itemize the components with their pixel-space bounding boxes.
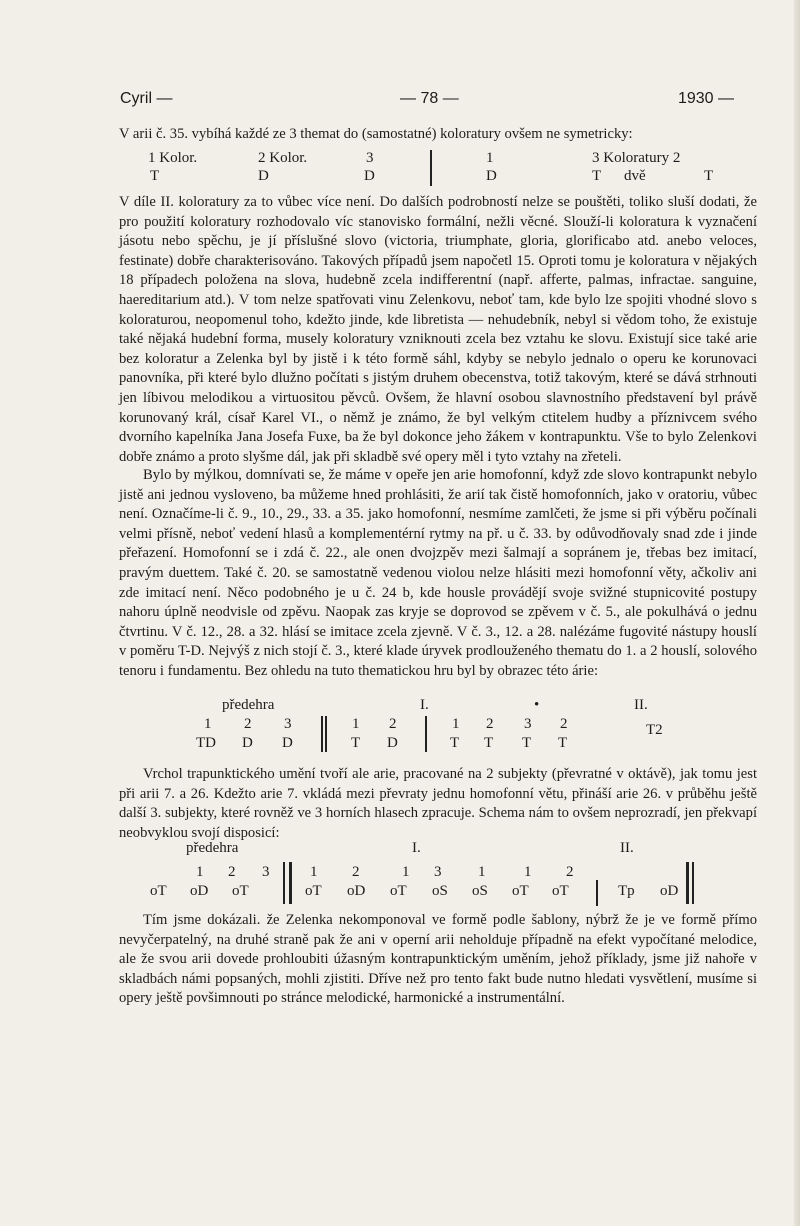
schema3-num: 1 bbox=[196, 864, 204, 880]
schema2-dot: • bbox=[534, 697, 540, 713]
page-edge bbox=[794, 0, 800, 1226]
schema1-koloratury: 3 Koloratury 2 bbox=[592, 150, 681, 166]
schema2-num: 2 bbox=[486, 716, 494, 732]
schema2-letter: T bbox=[484, 735, 494, 751]
schema3-num: 3 bbox=[434, 864, 442, 880]
schema2-num: 1 bbox=[352, 716, 360, 732]
schema3-num: 3 bbox=[262, 864, 270, 880]
schema2-num: 3 bbox=[524, 716, 532, 732]
paragraph-4 bbox=[119, 911, 757, 1009]
schema3-letter: oD bbox=[347, 883, 366, 899]
schema3-letter: oT bbox=[305, 883, 322, 899]
paragraph-2-text: Bylo by mýlkou, domnívati se, že máme v opeře jen arie homofonní, když zde slovo kontrapunkt nebylo jistě ani jednou vysloveno, ba můžeme hned prohlásiti, že arií tak čistě homofonních, jako v oratoriu, vůbec není. Označíme-li č. 9., 10., 29., 33. a 35. jako homofonní, nesmíme zamlčeti, že jsme si při výběru počínali velmi přísně, neboť vedení hlasů a komplementérní rytmy na př. u č. 33. by odůvodňovaly snad zde i jinde přeřazení. Homofonní se i zdá č. 22., ale onen dvojzpěv mezi šalmají a sopránem je, třebas bez imitací, pravým duettem. Také č. 20. se samostatně vedenou violou nelze hlásiti mezi homofonní věty, ačkoliv ani zde imitací není. Něco podobného je u č. 24 b, kde housle provádějí svoje svižné stupnicovité postupy nahoru úplně neodvisle od zpěvu. Naopak zas kryje se doprovod se zpěvem v č. 5., ale pokulhává o jednu čtvrtinu. V č. 12., 28. a 32. hlásí se imitace zcela zjevně. V č. 3., 12. a 28. nalézáme fugovité nástupy houslí v poměru T-D. Nejvýš z nich stojí č. 3., které klade úryvek prodlouženého thematu do 1. a 2 houslí, solového tenoru i fundamentu. Bez ohledu na tuto thematickou hru byl by obrazec této árie: bbox=[119, 467, 757, 679]
schema3-end-bar-a bbox=[686, 862, 689, 904]
intro-line bbox=[119, 125, 757, 145]
schema3-num: 1 bbox=[478, 864, 486, 880]
schema3-letter: oS bbox=[472, 883, 488, 899]
header-year: 1930 — bbox=[677, 90, 734, 107]
schema2-letter: T bbox=[558, 735, 568, 751]
schema2-num: 3 bbox=[284, 716, 292, 732]
paragraph-2 bbox=[119, 466, 757, 682]
schema3-letter: oT bbox=[232, 883, 249, 899]
schema2-letter: D bbox=[242, 735, 253, 751]
schema2-num: 1 bbox=[452, 716, 460, 732]
schema3-letter: oD bbox=[660, 883, 679, 899]
paragraph-1-text: V díle II. koloratury za to vůbec více není. Do dalších podrobností nelze se pouštěti, toliko sluší dodati, že pro použití koloratury rozhodovalo víc stanovisko formální, nežli věcné. Slouží-li koloratura k vyznačení jásotu nebo spěchu, je jí příslušné slovo (victoria, triumphate, gloria, glorificabo atd. anebo veloces, festinate) dobře charakterisováno. Takových případů jsem napočetl 15. Oproti tomu je koloratura v nějakých 18 případech položena na slova, hudebně zcela indifferentní (např. afferte, palmas, infractae. sanguine, haereditarium atd.). V tom nelze spatřovati vinu Zelenkovu, neboť tam, kde bylo lze spojiti vhodné slovo s koloraturou, neopomenul toho, kdežto jinde, kde libretista — nehudebník, nebyl si vědom toho, že existuje také nějaká hudební forma, musely koloratury vzniknouti zcela bez vztahu ke slovu. Existují sice také arie bez koloratur a Zelenka byl by jistě i k této formě sáhl, kdyby se nebylo jednalo o operu ke korunovaci panovníka, při které bylo dlužno počítati s jistým druhem obecenstva, totiž takovým, které se dává strhnouti jen líbivou melodikou a virtuositou pěvců. Ovšem, že hlavní osobou slavnostního představení byl právě korunovaný král, císař Karel VI., o němž je známo, že byl velkým ctitelem hudby a příznivcem svého dvorního kapelníka Jana Josefa Fuxe, ba že byl dokonce jeho žákem v kontrapunktu. Vše to bylo Zelenkovi dobře známo a proto slyšme dál, jak při skladbě své opery měl i tyto vztahy na zřeteli. bbox=[119, 194, 757, 465]
schema1-d: D bbox=[258, 168, 269, 184]
schema3-end-bar-b bbox=[692, 862, 694, 904]
schema3-num: 2 bbox=[352, 864, 360, 880]
schema2-letter: D bbox=[387, 735, 398, 751]
schema3-letter: Tp bbox=[618, 883, 635, 899]
schema3-num: 1 bbox=[524, 864, 532, 880]
schema3-letter: oS bbox=[432, 883, 448, 899]
schema3-part-2: II. bbox=[620, 840, 634, 856]
schema3-repeat-bar-b bbox=[289, 862, 292, 904]
schema1-t: T bbox=[592, 168, 602, 184]
paragraph-4-text: Tím jsme dokázali. že Zelenka nekomponoval ve formě podle šablony, nýbrž že je ve formě přímo nevyčerpatelný, na druhé straně pak že ani v operní arii neholduje případně na efekt vypočítané melodice, ale že svou arii dovede prohloubiti úžasným kontrapunktickým uměním, jehož příklady, jsme již nahoře v skladbách námi popsaných, mohli zjistiti. Dříve než pro tento fakt bude nutno hledati vysvětlení, musíme si opery ještě povšimnouti po stránce melodické, harmonické a instrumentální. bbox=[119, 912, 757, 1007]
schema1-d: D bbox=[486, 168, 497, 184]
schema2-letter: T bbox=[450, 735, 460, 751]
schema2-part-2: II. bbox=[634, 697, 648, 713]
schema2-letter: T bbox=[351, 735, 361, 751]
schema1-dve: dvě bbox=[624, 168, 646, 184]
schema2-letter: TD bbox=[196, 735, 216, 751]
schema2-num: 1 bbox=[204, 716, 212, 732]
schema3-num: 1 bbox=[402, 864, 410, 880]
intro-text: V arii č. 35. vybíhá každé ze 3 themat do (samostatné) koloratury ovšem ne symetricky: bbox=[119, 126, 633, 142]
header-journal: Cyril — bbox=[120, 90, 173, 107]
page-number: — 78 — bbox=[400, 90, 459, 107]
schema1-kolor-1: 1 Kolor. bbox=[148, 150, 198, 166]
schema2-part-1: I. bbox=[420, 697, 429, 713]
schema1-divider bbox=[430, 150, 432, 186]
schema1-kolor-2: 2 Kolor. bbox=[258, 150, 308, 166]
schema2-num: 2 bbox=[389, 716, 397, 732]
schema3-letter: oT bbox=[390, 883, 407, 899]
schema3-letter: oT bbox=[552, 883, 569, 899]
schema2-double-bar-a bbox=[321, 716, 323, 752]
schema1-one: 1 bbox=[486, 150, 494, 166]
schema2-double-bar-b bbox=[325, 716, 327, 752]
schema2-num: 2 bbox=[560, 716, 568, 732]
schema3-repeat-bar-a bbox=[283, 862, 285, 904]
schema1-d: D bbox=[364, 168, 375, 184]
schema2-bar bbox=[425, 716, 427, 752]
schema3-letter: oT bbox=[150, 883, 167, 899]
schema3-predehra: předehra bbox=[186, 840, 239, 856]
schema2-t2: T2 bbox=[646, 722, 663, 738]
schema3-num: 1 bbox=[310, 864, 318, 880]
schema3-letter: oD bbox=[190, 883, 209, 899]
schema3-letter: oT bbox=[512, 883, 529, 899]
schema2-letter: D bbox=[282, 735, 293, 751]
schema3-part-1: I. bbox=[412, 840, 421, 856]
schema1-t: T bbox=[150, 168, 160, 184]
schema2-letter: T bbox=[522, 735, 532, 751]
paragraph-1 bbox=[119, 193, 757, 467]
schema3-num: 2 bbox=[228, 864, 236, 880]
schema1-three: 3 bbox=[366, 150, 374, 166]
schema3-bar bbox=[596, 880, 598, 906]
schema3-num: 2 bbox=[566, 864, 574, 880]
schema2-predehra: předehra bbox=[222, 697, 275, 713]
schema1-t: T bbox=[704, 168, 714, 184]
schema2-num: 2 bbox=[244, 716, 252, 732]
paragraph-3-text: Vrchol trapunktického umění tvoří ale arie, pracované na 2 subjekty (převratné v oktávě), jak tomu jest při arii 7. a 26. Kdežto arie 7. vkládá mezi převraty jednu homofonní větu, přináší arie 26. v průběhu ještě další 3. subjekty, které rovněž ve 3 horních hlasech zpracuje. Schema nám to ovšem neprozradí, jen překvapí neobvyklou svojí disposicí: bbox=[119, 766, 757, 841]
paragraph-3 bbox=[119, 765, 757, 843]
